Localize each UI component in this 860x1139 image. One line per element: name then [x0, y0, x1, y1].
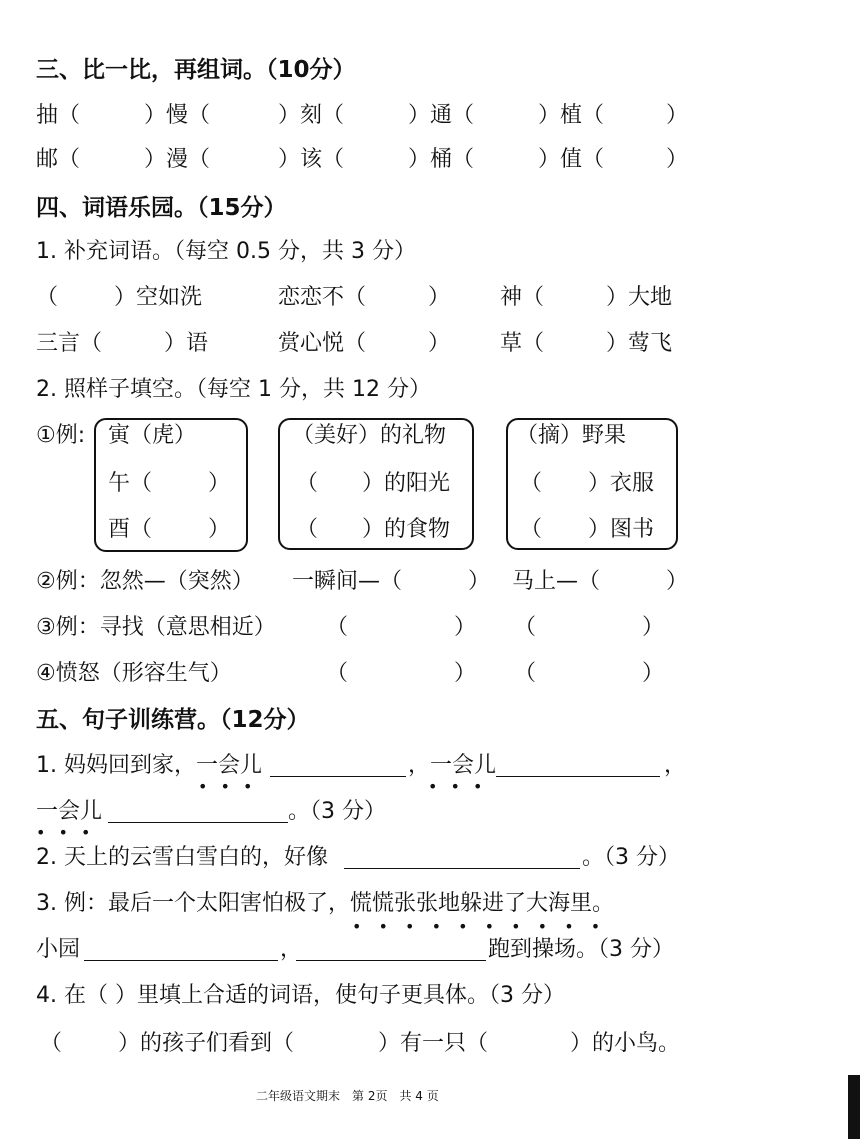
q1-title: 1. 补充词语。（每空 0.5 分，共 3 分）	[36, 239, 416, 264]
box-text: ）的食物	[362, 517, 451, 542]
row-text: ）	[666, 147, 689, 172]
q2-title: 2. 照样子填空。（每空 1 分，共 12 分）	[36, 377, 431, 402]
row-text: ）	[666, 569, 689, 594]
row-text: ）有一只（	[378, 1031, 489, 1056]
row-text: ）	[666, 103, 689, 128]
answer-blank[interactable]	[84, 938, 278, 961]
row-text: 1. 妈妈回到家，一会儿	[36, 753, 262, 778]
box-text: （	[296, 471, 319, 496]
box-text: 酉（	[108, 517, 153, 542]
box-text: （摘）野果	[516, 423, 627, 448]
row-text: 邮（	[36, 147, 81, 172]
scan-edge-mark	[848, 1075, 860, 1139]
row-text: 抽（	[36, 103, 81, 128]
s5-q4: 4. 在（ ）里填上合适的词语，使句子更具体。（3 分）	[36, 983, 565, 1008]
row-text: （	[36, 285, 59, 310]
row-text: ）	[642, 661, 665, 686]
row-text: ，	[280, 937, 303, 962]
box-text: （	[296, 517, 319, 542]
row-text: 马上—（	[512, 569, 601, 594]
emphasis-dots: • • •	[198, 777, 257, 796]
section4-title: 四、词语乐园。（15分）	[36, 195, 287, 221]
box-text: ）衣服	[588, 471, 655, 496]
row-text: ）桶（	[408, 147, 475, 172]
row-text: ，	[664, 753, 687, 778]
row-text: ）该（	[278, 147, 345, 172]
row-text: ）	[428, 285, 451, 310]
row-text: 赏心悦（	[278, 331, 367, 356]
row-text: ）	[454, 615, 477, 640]
box-text: （	[520, 471, 543, 496]
section5-title: 五、句子训练营。（12分）	[36, 707, 310, 733]
box-text: ）	[208, 471, 231, 496]
row-text: 跑到操场。（3 分）	[488, 937, 674, 962]
row-text: ）的小鸟。	[570, 1031, 681, 1056]
row-text: 。（3 分）	[288, 799, 386, 824]
row-text: ）慢（	[144, 103, 211, 128]
page-footer: 二年级语文期末 第 2页 共 4 页	[256, 1089, 439, 1103]
box-text: （美好）的礼物	[292, 423, 447, 448]
row-text: （	[40, 1031, 63, 1056]
box-text: ）图书	[588, 517, 655, 542]
row-text: 2. 天上的云雪白雪白的，好像	[36, 845, 328, 870]
row-text: ）刻（	[278, 103, 345, 128]
row-text: ，一会儿	[408, 753, 497, 778]
row-text: 恋恋不（	[278, 285, 367, 310]
s5-q3-example: 3. 例：最后一个太阳害怕极了，慌慌张张地躲进了大海里。	[36, 891, 614, 916]
emphasis-dots: • • • • • • • • • •	[352, 917, 607, 936]
row-text: ）值（	[538, 147, 605, 172]
row-text: 神（	[500, 285, 545, 310]
box-text: ）的阳光	[362, 471, 451, 496]
answer-blank[interactable]	[496, 754, 660, 777]
section3-title: 三、比一比，再组词。（10分）	[36, 57, 356, 83]
row-text: （	[326, 661, 349, 686]
answer-blank[interactable]	[344, 846, 580, 869]
row-text: ）植（	[538, 103, 605, 128]
row-text: ）通（	[408, 103, 475, 128]
box-text: 寅（虎）	[108, 423, 197, 448]
row-text: ④愤怒（形容生气）	[36, 661, 232, 686]
row-text: 一会儿	[36, 799, 103, 824]
row-text: 。（3 分）	[582, 845, 680, 870]
row-text: ）空如洗	[114, 285, 203, 310]
answer-blank[interactable]	[108, 800, 288, 823]
row-text: ②例：忽然—（突然）	[36, 569, 254, 594]
emphasis-dots: • • •	[428, 777, 487, 796]
row-text: 小园	[36, 937, 81, 962]
box-text: 午（	[108, 471, 153, 496]
box-text: （	[520, 517, 543, 542]
row-text: ）	[468, 569, 491, 594]
row-text: ）	[454, 661, 477, 686]
box-text: ）	[208, 517, 231, 542]
row-text: ）的孩子们看到（	[118, 1031, 295, 1056]
row-text: ）漫（	[144, 147, 211, 172]
row-text: ）大地	[606, 285, 673, 310]
row-text: 三言（	[36, 331, 103, 356]
row-text: ）语	[164, 331, 209, 356]
row-text: 草（	[500, 331, 545, 356]
row-text: （	[514, 615, 537, 640]
row-text: ）莺飞	[606, 331, 673, 356]
row-text: （	[326, 615, 349, 640]
example-label: ①例:	[36, 423, 86, 448]
answer-blank[interactable]	[270, 754, 406, 777]
row-text: ）	[642, 615, 665, 640]
row-text: （	[514, 661, 537, 686]
answer-blank[interactable]	[296, 938, 486, 961]
row-text: ③例：寻找（意思相近）	[36, 615, 276, 640]
row-text: 一瞬间—（	[292, 569, 403, 594]
emphasis-dots: • • •	[36, 823, 95, 842]
row-text: ）	[428, 331, 451, 356]
